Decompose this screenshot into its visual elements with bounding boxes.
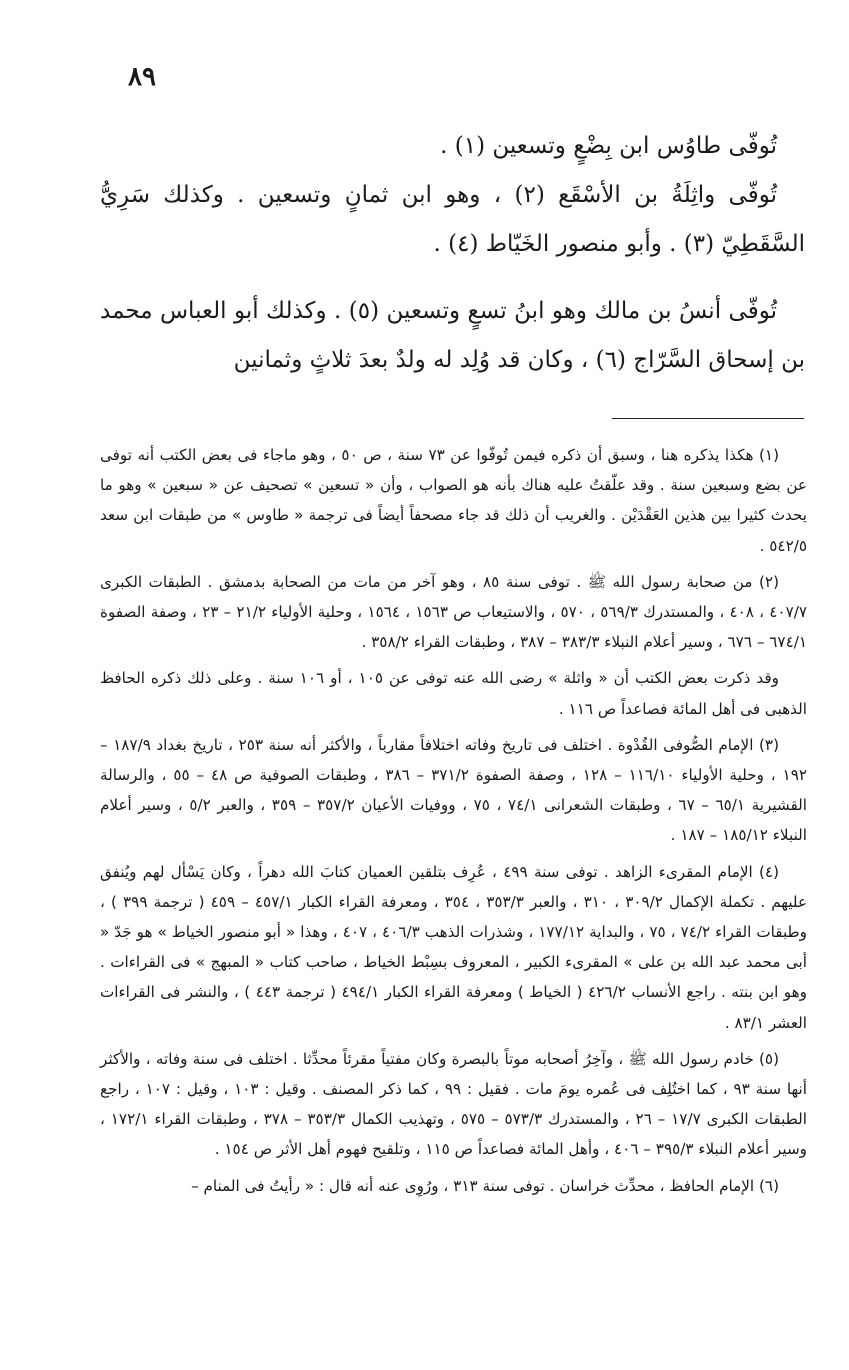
main-paragraph: تُوفّى أنسُ بن مالك وهو ابنُ تسعٍ وتسعين (٥) . وكذلك أبو العباس محمد بن إسحاق السَّرّاج (٦) ، وكان قد وُلِد له ولدٌ بعدَ ثلاثٍ وثمانين bbox=[100, 298, 805, 373]
footnote-3: (٣) الإمام الصُّوفى القُدْوة . اختلف فى تاريخ وفاته اختلافاً مقارباً ، والأكثر أنه سنة ٢٥٣ ، تاريخ بغداد ١٨٧/٩ – ١٩٢ ، وحلية الأولياء ١١٦/١٠ – ١٢٨ ، وصفة الصفوة ٣٧١/٢ – ٣٨٦ ، وطبقات الصوفية ص ٤٨ – ٥٥ ، والرسالة القشيرية ٦٥/١ – ٦٧ ، وطبقات الشعرانى ٧٤/١ ، ٧٥ ، ووفيات الأعيان ٣٥٧/٢ – ٣٥٩ ، والعبر ٥/٢ ، وسير أعلام النبلاء ١٨٥/١٢ – ١٨٧ . bbox=[100, 735, 808, 845]
footnote-2: (٢) من صحابة رسول الله ﷺ . توفى سنة ٨٥ ، وهو آخر من مات من الصحابة بدمشق . الطبقات الكبرى ٤٠٧/٧ ، ٤٠٨ ، والمستدرك ٥٦٩/٣ ، ٥٧٠ ، والاستيعاب ص ١٥٦٣ ، ١٥٦٤ ، وحلية الأولياء ٢١/٢ – ٢٣ ، وصفة الصفوة ٦٧٤/١ – ٦٧٦ ، وسير أعلام النبلاء ٣٨٣/٣ – ٣٨٧ ، وطبقات القراء ٣٥٨/٢ . bbox=[100, 572, 807, 652]
footnote-divider bbox=[612, 418, 804, 419]
footnote-4: (٤) الإمام المقرىء الزاهد . توفى سنة ٤٩٩ ، عُرِف بتلقين العميان كتابَ الله دهراً ، وكان يَسْأل لهم ويُنفق عليهم . تكملة الإكمال ٣٠٩/٢ ، ٣١٠ ، والعبر ٣٥٣/٣ ، ٣٥٤ ، ومعرفة القراء الكبار ٤٥٧/١ – ٤٥٩ ( ترجمة ٣٩٩ ) ، وطبقات القراء ٧٤/٢ ، ٧٥ ، والبداية ١٧٧/١٢ ، وشذرات الذهب ٤٠٦/٣ ، ٤٠٧ ، وهذا « أبو منصور الخياط » هو جَدّ « أبى محمد عبد الله بن على » المقرىء الكبير ، المعروف بسِبْط الخياط ، صاحب كتاب « المبهج » فى القراءات . وهو ابن بنته . راجع الأنساب ٤٢٦/٢ ( الخياط ) ومعرفة القراء الكبار ٤٩٤/١ ( ترجمة ٤٤٣ ) ، والنشر فى القراءات العشر ٨٣/١ . bbox=[100, 862, 808, 1032]
main-paragraph: تُوفّى واثِلَةُ بن الأسْقَع (٢) ، وهو ابن ثمانٍ وتسعين . وكذلك سَرِيُّ السَّقَطِيّ (٣) . وأبو منصور الخَيّاط (٤) . bbox=[100, 182, 805, 257]
footnote-5: (٥) خادم رسول الله ﷺ ، وآخِرُ أصحابه موتاً بالبصرة وكان مفتياً مقرئاً محدِّثا . اختلف فى سنة وفاته ، والأكثر أنها سنة ٩٣ ، كما اختُلِف فى عُمره يومَ مات . فقيل : ٩٩ ، كما ذكر المصنف . وقيل : ١٠٣ ، وقيل : ١٠٧ ، راجع الطبقات الكبرى ١٧/٧ – ٢٦ ، والمستدرك ٥٧٣/٣ – ٥٧٥ ، وتهذيب الكمال ٣٥٣/٣ – ٣٧٨ ، وطبقات القراء ١٧٢/١ ، وسير أعلام النبلاء ٣٩٥/٣ – ٤٠٦ ، وأهل المائة فصاعداً ص ١١٥ ، وتلقيح فهوم أهل الأثر ص ١٥٤ . bbox=[100, 1049, 807, 1159]
page-number: ٨٩ bbox=[128, 62, 156, 92]
main-text bbox=[100, 122, 805, 403]
footnote-1: (١) هكذا يذكره هنا ، وسبق أن ذكره فيمن تُوفّوا عن ٧٣ سنة ، ص ٥٠ ، وهو ماجاء فى بعض الكتب أنه توفى عن بضع وسبعين سنة . وقد علّقتُ عليه هناك بأنه هو الصواب ، وأن « تسعين » تصحيف عن « سبعين » وهو ما يحدث كثيرا بين هذين العَقْدَيْن . والغريب أن ذلك قد جاء مصحفاً أيضاً فى ترجمة « طاوس » من طبقات ابن سعد ٥٤٢/٥ . bbox=[100, 446, 807, 555]
footnote-2-continuation: وقد ذكرت بعض الكتب أن « واثلة » رضى الله عنه توفى عن ١٠٥ ، أو ١٠٦ سنة . وعلى ذلك ذكره الحافظ الذهبى فى أهل المائة فصاعداً ص ١١٦ . bbox=[100, 669, 807, 718]
main-paragraph: تُوفّى طاوُس ابن بِضْعٍ وتسعين (١) . bbox=[440, 133, 777, 159]
footnote-6: (٦) الإمام الحافظ ، محدِّث خراسان . توفى سنة ٣١٣ ، ورُوِى عنه أنه قال : « رأيتُ فى المنام – bbox=[191, 1176, 779, 1195]
footnotes bbox=[100, 440, 807, 1201]
